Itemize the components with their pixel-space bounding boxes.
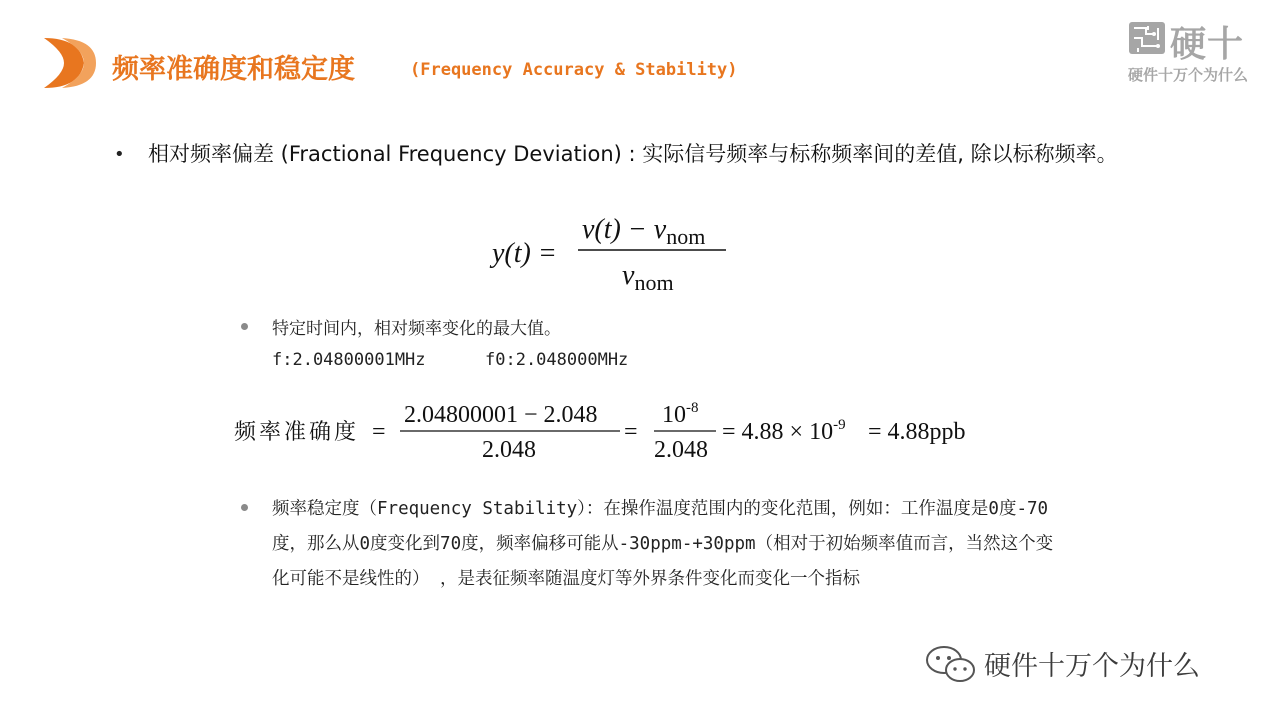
logo-sub-text: 硬件十万个为什么 [1128,66,1249,84]
formula2-result2: = 4.88ppb [868,419,966,445]
formula2-label: 频率准确度 [234,420,360,445]
formula2-result1-exp: -9 [833,417,846,433]
fractional-deviation-formula [470,204,750,304]
svg-text:νnom [622,260,674,295]
sub-bullet-dot [241,323,248,330]
accuracy-calculation-formula [232,395,1022,475]
title-decoration-icon [40,34,98,92]
wechat-icon [924,644,978,684]
svg-text:10-8 [662,400,699,428]
chip-icon [1128,20,1166,56]
formula1-lhs: y(t) = [492,238,557,269]
formula1-denominator-sub: nom [634,270,674,295]
measured-frequency: f:2.04800001MHz [272,350,426,370]
logo-main-text: 硬十 [1170,24,1245,65]
stability-description: 频率稳定度（Frequency Stability）：在操作温度范围内的变化范围，例如：工作温度是0度-70度，那么从0度变化到70度，频率偏移可能从-30ppm-+30ppm（相对于初始频率值而言，当然这个变化可能不是线性的） ，是表征频率随温度灯等外界条件变化而变化一个指标 [272,499,1054,589]
formula1-numerator-sub: nom [666,224,706,249]
page-title-english: (Frequency Accuracy & Stability) [410,60,738,80]
formula2-result1: = 4.88 × 10 [722,419,834,445]
watermark [924,642,1244,684]
formula2-eq2: = [624,419,638,445]
formula2-frac2-num: 10 [662,402,686,428]
formula2-eq: = [372,419,386,445]
formula1-denominator: ν [622,260,635,291]
sub-bullet-dot [241,504,248,511]
brand-logo [1126,16,1266,88]
svg-text:ν(t) − νnom [582,214,705,249]
page-title: 频率准确度和稳定度 [112,54,355,85]
formula2-frac2-exp: -8 [686,400,699,416]
bullet-marker: • [114,144,125,165]
watermark-text: 硬件十万个为什么 [984,651,1200,682]
formula2-frac2-den: 2.048 [654,437,708,463]
formula1-numerator: ν(t) − ν [582,214,667,245]
formula2-frac1-den: 2.048 [482,437,536,463]
definition-paragraph: 相对频率偏差 (Fractional Frequency Deviation) : 实际信号频率与标称频率间的差值, 除以标称频率。 [148,142,1118,166]
accuracy-description: 特定时间内，相对频率变化的最大值。 [272,319,561,339]
svg-text:= 4.88 × 10-9 [722,417,846,445]
nominal-frequency: f0:2.048000MHz [485,350,629,370]
formula2-frac1-num: 2.04800001 − 2.048 [404,402,598,428]
